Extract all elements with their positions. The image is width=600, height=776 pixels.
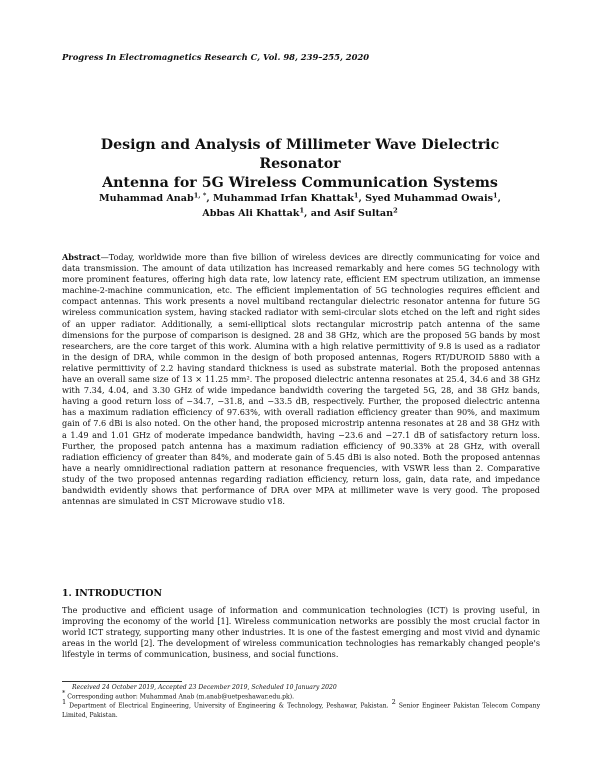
author-separator: , <box>206 193 214 204</box>
author-name: Muhammad Anab <box>99 193 194 204</box>
author-affiliation-mark: 1, * <box>193 191 207 200</box>
author-name: Muhammad Irfan Khattak <box>213 193 354 204</box>
introduction-paragraph: The productive and efficient usage of information and communication technologies (ICT) is proving useful, in improving the economy of the world [1]. Wireless communication networks are possibly the most crucial factor in world ICT strategy, supporting many other industries. It is one of the fastest emerging and most vivid and dynamic areas in the world [2]. The development of wireless communication technologies has remarkably changed people's lifestyle in terms of communication, business, and social functions. <box>62 605 540 660</box>
title-line-1: Design and Analysis of Millimeter Wave Dielectric Resonator <box>100 137 500 172</box>
journal-citation: Progress In Electromagnetics Research C, Vol. 98, 239–255, 2020 <box>62 52 370 62</box>
corresponding-author-note <box>62 688 540 703</box>
author-line-2 <box>62 206 538 221</box>
author-name: Syed Muhammad Owais <box>365 193 494 204</box>
abstract-text: —Today, worldwide more than five billion of wireless devices are directly communicating for voice and data transmission. The amount of data utilization has increased remarkably and here comes 5G technology with more prominent features, offering high data rate, low latency rate, efficient EM spectrum utilization, an immense machine-2-machine communication, etc. The efficient implementation of 5G technologies requires efficient and compact antennas. This work presents a novel multiband rectangular dielectric resonator antenna for future 5G wireless communication system, having stacked radiator with semi-circular slots etched on the left and right sides of an upper radiator. Additionally, a semi-elliptical slots rectangular microstrip patch antenna of the same dimensions for the purpose of comparison is designed. 28 and 38 GHz, which are the proposed 5G bands by most researchers, are the core target of this work. Alumina with a high relative permittivity of 9.8 is used as a radiator in the design of DRA, while common in the design of both proposed antennas, Rogers RT/DUROID 5880 with a relative permittivity of 2.2 having standard thickness is used as substrate material. Both the proposed antennas have an overall same size of 13 × 11.25 mm². The proposed dielectric antenna resonates at 25.4, 34.6 and 38 GHz with 7.34, 4.04, and 3.30 GHz of wide impedance bandwidth covering the targeted 5G, 28, and 38 GHz bands, having a good return loss of −34.7, −31.8, and −33.5 dB, respectively. Further, the proposed dielectric antenna has a maximum radiation efficiency of 97.63%, with overall radiation efficiency greater than 90%, and maximum gain of 7.6 dBi is also noted. On the other hand, the proposed microstrip antenna resonates at 28 and 38 GHz with a 1.49 and 1.01 GHz of moderate impedance bandwidth, having −23.6 and −27.1 dB of satisfactory return loss. Further, the proposed patch antenna has a maximum radiation efficiency of 90.33% at 28 GHz, with overall radiation efficiency of greater than 84%, and moderate gain of 5.45 dBi is also noted. Both the proposed antennas have a nearly omnidirectional radiation pattern at resonance frequencies, with VSWR less than 2. Comparative study of the two proposed antennas regarding radiation efficiency, return loss, gain, data rate, and impedance bandwidth evidently shows that performance of DRA over MPA at millimeter wave is very good. The proposed antennas are simulated in CST Microwave studio v18. <box>62 252 540 507</box>
affiliation-1-text: Department of Electrical Engineering, University of Engineering & Technology, Peshawar, Pakistan. <box>66 703 389 710</box>
author-affiliation-mark: 2 <box>393 206 398 215</box>
corresponding-author-text: Corresponding author: Muhammad Anab (m.anab@uetpeshawar.edu.pk). <box>65 693 295 701</box>
author-separator: , <box>358 193 366 204</box>
author-separator: , and <box>304 208 334 219</box>
abstract <box>62 252 540 507</box>
title-line-2: Antenna for 5G Wireless Communication Systems <box>102 175 498 191</box>
author-affiliation-mark: 1 <box>353 191 359 200</box>
affiliation-note <box>62 698 541 720</box>
author-line-1 <box>62 191 538 206</box>
author-affiliation-mark: 1 <box>493 191 498 200</box>
author-name: Abbas Ali Khattak <box>202 208 300 219</box>
footnote-mark: * <box>62 688 66 697</box>
footnote-mark: 2 <box>391 698 396 707</box>
affiliation-2-text: Senior Engineer Pakistan Telecom Company Limited, Pakistan. <box>62 703 541 719</box>
footnote-divider <box>62 681 182 682</box>
author-affiliation-mark: 1 <box>299 206 305 215</box>
footnotes <box>62 684 540 721</box>
author-separator: , <box>497 193 501 204</box>
footnote-mark: 1 <box>62 698 67 707</box>
author-list <box>62 191 538 221</box>
received-dates: Received 24 October 2019, Accepted 23 December 2019, Scheduled 10 January 2020 <box>72 684 337 691</box>
paper-title <box>62 136 538 193</box>
section-heading-introduction: 1. INTRODUCTION <box>62 588 162 599</box>
author-name: Asif Sultan <box>333 208 394 219</box>
abstract-label: Abstract <box>62 252 101 262</box>
